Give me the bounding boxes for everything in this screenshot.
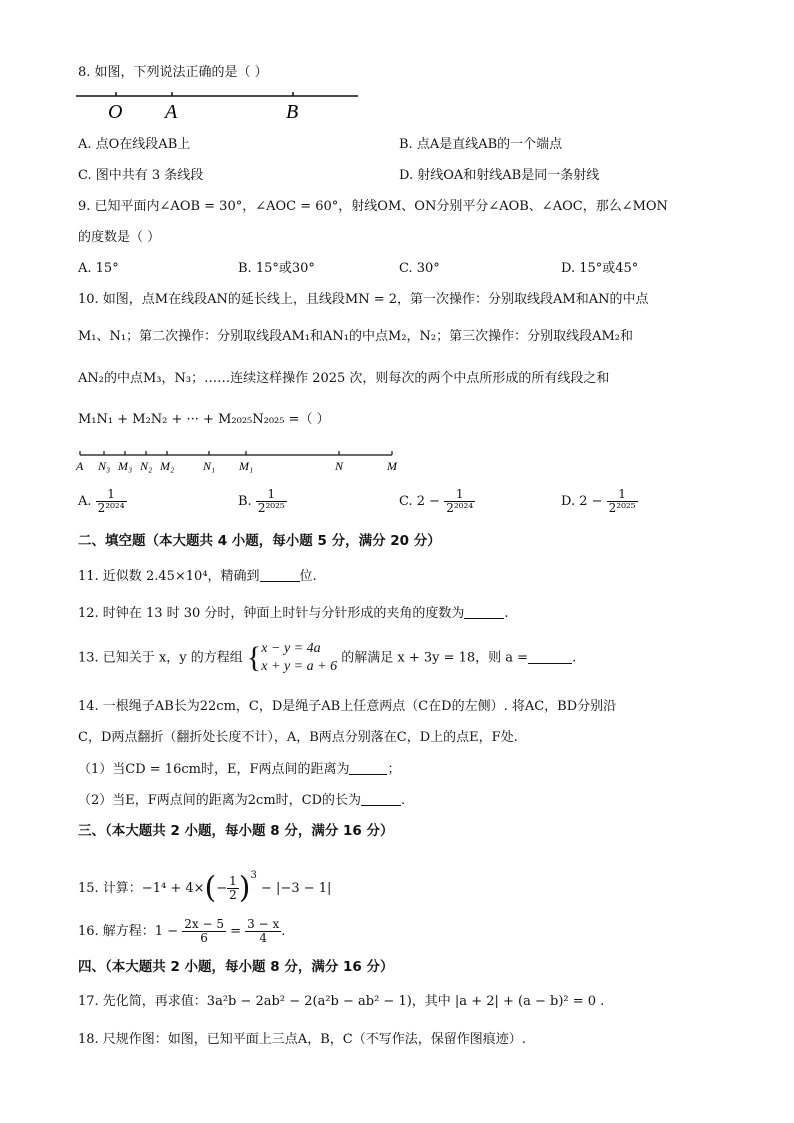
label-n2: N₂ <box>140 459 153 473</box>
q10-line-3: AN₂的中点M₃，N₃；……连续这样操作 2025 次，则每次的两个中点所形成的所有线段之和 <box>78 371 610 386</box>
q13-answer-blank[interactable] <box>528 650 572 664</box>
q8-option-d: D. 射线OA和射线AB是同一条射线 <box>399 168 600 183</box>
q8-stem: 8. 如图，下列说法正确的是（ ） <box>78 65 268 80</box>
label-m3: M₃ <box>118 459 133 473</box>
label-a: A <box>76 459 84 473</box>
section-2-heading: 二、填空题（本大题共 4 小题，每小题 5 分，满分 20 分） <box>78 533 441 549</box>
q15: 15. 计算：−1⁴ + 4×(− $\frac{1}{2}$ )$^3$ − |−3 − 1| <box>78 870 332 906</box>
q17: 17. 先化简，再求值：3a²b − 2ab² − 2(a²b − ab² − 1)，其中 |a + 2| + (a − b)² = 0 . <box>78 994 605 1009</box>
q10-option-d: D. 2 − $\frac{1}{\text{2²⁰²⁵}}$ <box>561 487 636 515</box>
q10-line-4: M₁N₁ + M₂N₂ + ··· + M₂₀₂₅N₂₀₂₅ =（ ） <box>78 412 330 427</box>
q14-line-2: C，D两点翻折（翻折处长度不计），A，B两点分别落在C，D上的点E，F处. <box>78 730 518 745</box>
q8-option-b: B. 点A是直线AB的一个端点 <box>399 137 563 152</box>
system-brace: { <box>246 641 262 674</box>
q9-stem: 9. 已知平面内∠AOB = 30°，∠AOC = 60°，射线OM、ON分别平分∠AOB、∠AOC，那么∠MON <box>78 199 668 214</box>
q14-part-2: （2）当E，F两点间的距离为2cm时，CD的长为 . <box>78 793 406 808</box>
q11: 11. 近似数 2.45×10⁴，精确到 位. <box>78 569 317 584</box>
q12: 12. 时钟在 13 时 30 分时，钟面上时针与分针形成的夹角的度数为 . <box>78 606 509 621</box>
equation-system: x − y = 4a x + y = a + 6 <box>261 641 338 674</box>
label-n1: N₁ <box>203 459 216 473</box>
label-m1: M₁ <box>239 459 254 473</box>
q18: 18. 尺规作图：如图，已知平面上三点A，B，C（不写作法，保留作图痕迹）. <box>78 1032 526 1047</box>
section-3-heading: 三、（本大题共 2 小题，每小题 8 分，满分 16 分） <box>78 823 394 839</box>
section-4-heading: 四、（本大题共 2 小题，每小题 8 分，满分 16 分） <box>78 959 394 975</box>
label-n: N <box>335 459 344 473</box>
q14-line-1: 14. 一根绳子AB长为22cm，C，D是绳子AB上任意两点（C在D的左侧）. 将AC，BD分别沿 <box>78 699 617 714</box>
q10-line-1: 10. 如图，点M在线段AN的延长线上，且线段MN = 2，第一次操作：分别取线段AM和AN的中点 <box>78 292 649 307</box>
point-o-label: O <box>108 101 123 122</box>
q10-segment-figure <box>74 448 404 474</box>
label-n3: N₃ <box>98 459 111 473</box>
q9-option-a: A. 15° <box>78 261 119 276</box>
q14-part2-blank[interactable] <box>361 792 401 806</box>
q11-answer-blank[interactable] <box>260 568 300 582</box>
q9-stem-continued: 的度数是（ ） <box>78 230 161 245</box>
label-m: M <box>387 459 397 473</box>
label-m2: M₂ <box>160 459 175 473</box>
q8-line-figure <box>74 86 364 122</box>
q9-option-d: D. 15°或45° <box>561 261 639 276</box>
q10-line-2: M₁、N₁；第二次操作：分别取线段AM₁和AN₁的中点M₂，N₂；第三次操作：分别取线段AM₂和 <box>78 329 634 344</box>
q10-option-c: C. 2 − $\frac{1}{\text{2²⁰²⁴}}$ <box>399 487 474 515</box>
q8-option-c: C. 图中共有 3 条线段 <box>78 168 204 183</box>
q8-option-a: A. 点O在线段AB上 <box>78 137 191 152</box>
q12-answer-blank[interactable] <box>464 605 504 619</box>
point-a-label: A <box>165 101 178 122</box>
q10-option-b: B. $\frac{1}{\text{2²⁰²⁵}}$ <box>238 487 285 515</box>
q10-option-a: A. $\frac{1}{\text{2²⁰²⁴}}$ <box>78 487 125 515</box>
q14-part1-blank[interactable] <box>349 761 387 775</box>
point-b-label: B <box>286 101 299 122</box>
q16: 16. 解方程：1 − $\frac{2x - 5}{6}$ = $\frac{3 - x}{4}$ . <box>78 917 286 945</box>
q9-option-c: C. 30° <box>399 261 440 276</box>
q13: 13. 已知关于 x，y 的方程组 { x − y = 4a x + y = a + 6 的解满足 x + 3y = 18，则 a = . <box>78 641 577 674</box>
q9-option-b: B. 15°或30° <box>238 261 315 276</box>
q14-part-1: （1）当CD = 16cm时，E，F两点间的距离为 ； <box>78 762 401 777</box>
